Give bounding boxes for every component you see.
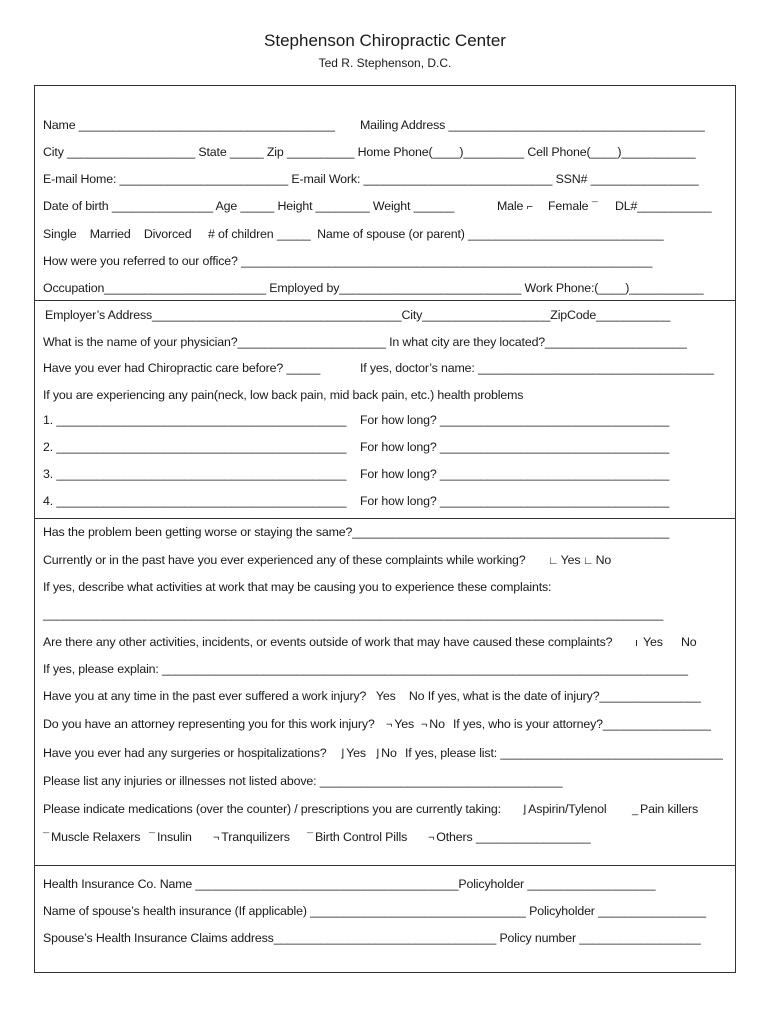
dl-field[interactable]: DL#___________ (615, 199, 712, 213)
referral-row[interactable] (43, 254, 726, 270)
marital-row[interactable] (43, 227, 726, 243)
occupation-employer-phone-fields[interactable]: Occupation________________________ Employed by___________________________ Work Phone:(____)___________ (43, 281, 704, 295)
birth-control-checkbox[interactable] (307, 830, 407, 844)
section-divider (34, 300, 736, 301)
worsening-row[interactable] (43, 525, 726, 541)
section-divider (34, 865, 736, 866)
employer-address-row[interactable] (43, 308, 726, 324)
city-state-zip-phone-fields[interactable]: City ___________________ State _____ Zip __________ Home Phone(____)_________ Cell Phone(____)___________ (43, 145, 696, 159)
pain-intro-text: If you are experiencing any pain(neck, low back pain, mid back pain, etc.) health problems (43, 388, 524, 402)
attorney-row[interactable] (43, 717, 726, 733)
yes-label: Yes (394, 717, 415, 731)
no-label: No (381, 746, 397, 760)
mailing-address-field[interactable]: Mailing Address ______________________________________ (360, 118, 705, 132)
problem-row[interactable] (43, 494, 726, 510)
checkbox-icon: ¯ (149, 832, 155, 844)
aspirin-label: Aspirin/Tylenol (528, 802, 607, 816)
work-complaints-row[interactable] (43, 553, 726, 569)
checkbox-icon: ⌐ (526, 201, 533, 213)
spouse-insurance-row[interactable] (43, 904, 726, 920)
checkbox-icon: _ (632, 804, 638, 816)
checkbox-icon: ¯ (43, 832, 49, 844)
surgeries-question: Have you ever had any surgeries or hospitalizations? (43, 746, 327, 760)
problem-field[interactable]: 4. ___________________________________________ (43, 494, 347, 508)
checkbox-icon: ¬ (421, 719, 428, 731)
physician-row[interactable] (43, 335, 726, 351)
no-label: No (681, 635, 697, 649)
occupation-row[interactable] (43, 281, 726, 297)
marital-children-spouse-fields[interactable]: Single Married Divorced # of children _____ Name of spouse (or parent) _____________________________ (43, 227, 664, 241)
muscle-relaxers-checkbox[interactable] (43, 830, 140, 844)
checkbox-icon: ⌋ (340, 748, 345, 760)
referral-field[interactable]: How were you referred to our office? _____________________________________________________________ (43, 254, 653, 268)
tranquilizers-label: Tranquilizers (221, 830, 290, 844)
work-activities-answer-row[interactable] (43, 607, 726, 623)
female-checkbox[interactable] (548, 199, 600, 213)
surgeries-no-checkbox[interactable] (375, 746, 397, 760)
male-label: Male (497, 199, 524, 213)
attorney-name-field[interactable]: If yes, who is your attorney?________________ (453, 717, 711, 731)
checkbox-icon: ı (635, 637, 638, 649)
outside-events-row[interactable] (43, 635, 726, 651)
explain-row[interactable] (43, 662, 726, 678)
attorney-yes-checkbox[interactable] (386, 717, 414, 731)
tranquilizers-checkbox[interactable] (213, 830, 290, 844)
duration-field[interactable]: For how long? __________________________________ (360, 413, 670, 427)
medications-row-2[interactable] (43, 830, 726, 846)
dob-row[interactable] (43, 199, 726, 215)
female-label: Female (548, 199, 589, 213)
other-injuries-row[interactable] (43, 774, 726, 790)
outside-events-question: Are there any other activities, incidents, or events outside of work that may have caused these complaints? (43, 635, 613, 649)
problem-row[interactable] (43, 467, 726, 483)
work-complaints-no-checkbox[interactable] (583, 553, 611, 567)
pain-killers-label: Pain killers (639, 802, 699, 816)
doctor-name-field[interactable]: If yes, doctor’s name: ___________________________________ (360, 361, 714, 375)
checkbox-icon: ¬ (428, 832, 435, 844)
name-field[interactable]: Name ______________________________________ (43, 118, 335, 132)
checkbox-icon: ⌋ (522, 804, 527, 816)
explain-field[interactable]: If yes, please explain: ______________________________________________________________________________ (43, 662, 688, 676)
claims-address-field[interactable]: Spouse’s Health Insurance Claims address_________________________________ Policy number __________________ (43, 931, 701, 945)
yes-label: Yes (560, 553, 581, 567)
work-activities-question: If yes, describe what activities at work that may be causing you to experience these complaints: (43, 580, 552, 594)
work-activities-field[interactable]: ____________________________________________________________________________________________ (43, 607, 664, 621)
work-complaints-yes-checkbox[interactable] (548, 553, 580, 567)
yes-label: Yes (642, 635, 663, 649)
muscle-relaxers-label: Muscle Relaxers (50, 830, 141, 844)
checkbox-icon: ¯ (591, 201, 598, 213)
chiro-care-field[interactable]: Have you ever had Chiropractic care before? _____ (43, 361, 321, 375)
checkbox-icon: ∟ (583, 555, 594, 567)
section-divider (34, 518, 736, 519)
duration-field[interactable]: For how long? __________________________________ (360, 494, 670, 508)
chiro-care-row[interactable] (43, 361, 726, 377)
checkbox-icon: ¬ (213, 832, 220, 844)
spouse-insurance-field[interactable]: Name of spouse’s health insurance (If applicable) ________________________________ Policyholder ________________ (43, 904, 706, 918)
duration-field[interactable]: For how long? __________________________________ (360, 440, 670, 454)
medications-question: Please indicate medications (over the counter) / prescriptions you are currently taking: (43, 802, 501, 816)
duration-field[interactable]: For how long? __________________________________ (360, 467, 670, 481)
insulin-label: Insulin (156, 830, 192, 844)
insurance-row[interactable] (43, 877, 726, 893)
male-checkbox[interactable] (497, 199, 535, 213)
birth-control-label: Birth Control Pills (314, 830, 408, 844)
pain-intro-row (43, 388, 726, 404)
insurance-company-field[interactable]: Health Insurance Co. Name _______________________________________Policyholder ___________________ (43, 877, 656, 891)
work-injury-row[interactable] (43, 689, 726, 705)
email-row[interactable] (43, 172, 726, 188)
problem-field[interactable]: 2. ___________________________________________ (43, 440, 347, 454)
city-row[interactable] (43, 145, 726, 161)
email-ssn-fields[interactable]: E-mail Home: _________________________ E-mail Work: ____________________________ SSN# ________________ (43, 172, 699, 186)
attorney-no-checkbox[interactable] (421, 717, 445, 731)
pain-killers-checkbox[interactable] (632, 802, 698, 816)
problem-row[interactable] (43, 413, 726, 429)
outside-events-no-checkbox[interactable] (681, 635, 697, 649)
checkbox-icon: ∟ (548, 555, 559, 567)
work-activities-row (43, 580, 726, 596)
aspirin-checkbox[interactable] (522, 802, 606, 816)
physician-field[interactable]: What is the name of your physician?______________________ In what city are they located?_____________________ (43, 335, 687, 349)
problem-field[interactable]: 3. ___________________________________________ (43, 467, 347, 481)
others-checkbox[interactable] (428, 830, 590, 844)
no-label: No (595, 553, 612, 567)
checkbox-icon: ¬ (386, 719, 393, 731)
problem-field[interactable]: 1. ___________________________________________ (43, 413, 347, 427)
form-title: Stephenson Chiropractic Center (264, 31, 506, 50)
work-injury-field[interactable]: Have you at any time in the past ever suffered a work injury? Yes No If yes, what is the date of injury?_______________ (43, 689, 701, 703)
checkbox-icon: ¯ (307, 832, 313, 844)
name-row[interactable] (43, 118, 726, 134)
employer-address-field[interactable]: Employer’s Address_____________________________________City___________________ZipCode___________ (45, 308, 671, 322)
problem-row[interactable] (43, 440, 726, 456)
outside-events-yes-checkbox[interactable] (635, 635, 663, 649)
surgeries-list-field[interactable]: If yes, please list: _________________________________ (405, 746, 723, 760)
checkbox-icon: ⌋ (375, 748, 380, 760)
claims-address-row[interactable] (43, 931, 726, 947)
surgeries-row[interactable] (43, 746, 726, 762)
form-subtitle: Ted R. Stephenson, D.C. (318, 56, 452, 70)
medications-row[interactable] (43, 802, 726, 818)
yes-label: Yes (346, 746, 366, 760)
other-injuries-field[interactable]: Please list any injuries or illnesses not listed above: ____________________________________ (43, 774, 563, 788)
dob-age-height-weight-fields[interactable]: Date of birth _______________ Age _____ Height ________ Weight ______ (43, 199, 455, 213)
insulin-checkbox[interactable] (149, 830, 192, 844)
work-complaints-question: Currently or in the past have you ever experienced any of these complaints while working? (43, 553, 526, 567)
no-label: No (429, 717, 445, 731)
worsening-field[interactable]: Has the problem been getting worse or staying the same?_______________________________________________ (43, 525, 670, 539)
others-label: Others _________________ (436, 830, 591, 844)
attorney-question: Do you have an attorney representing you for this work injury? (43, 717, 375, 731)
surgeries-yes-checkbox[interactable] (340, 746, 366, 760)
